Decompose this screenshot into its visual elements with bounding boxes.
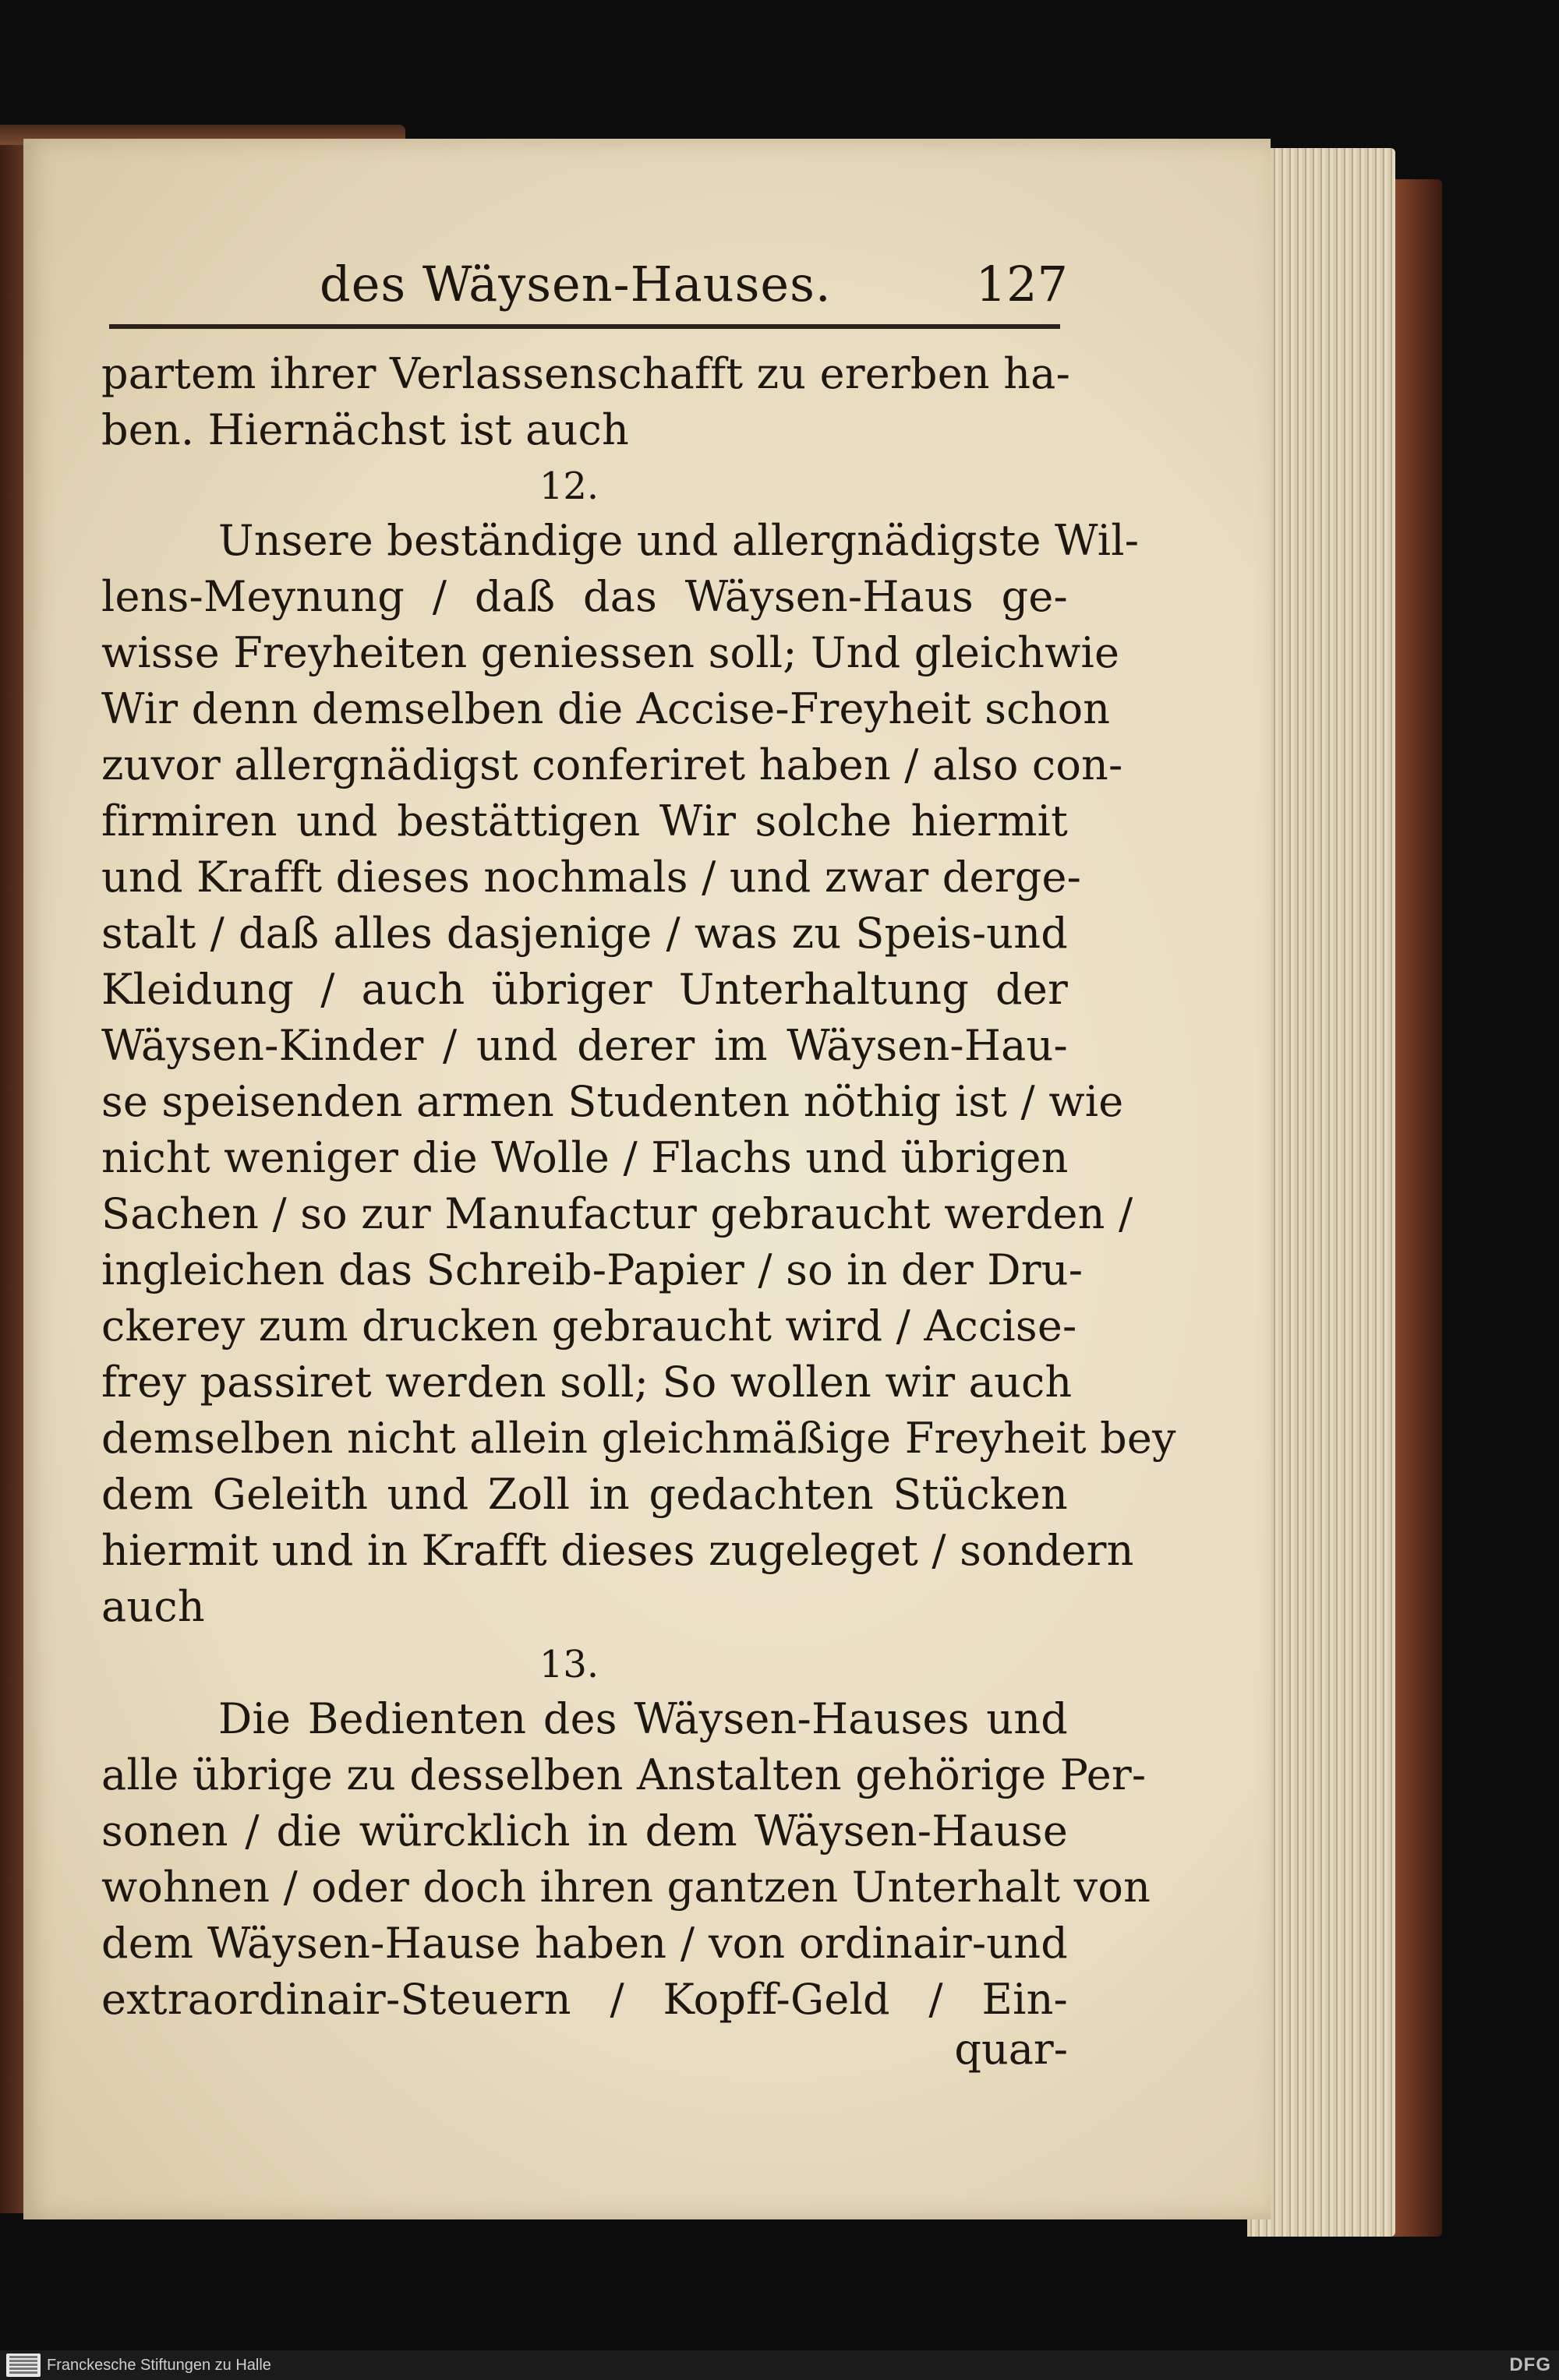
text-line: ingleichen das Schreib-Papier / so in der Dru- bbox=[101, 1245, 1084, 1294]
text-line: alle übrige zu desselben Anstalten gehörige Per- bbox=[101, 1750, 1147, 1799]
text-line: Sachen / so zur Manufactur gebraucht werden / bbox=[101, 1189, 1133, 1238]
text-line: extraordinair-Steuern / Kopff-Geld / Ein- bbox=[101, 1975, 1068, 2024]
text-line: sonen / die würcklich in dem Wäysen-Hause bbox=[101, 1806, 1068, 1856]
text-line: partem ihrer Verlassenschafft zu ererben ha- bbox=[101, 349, 1071, 398]
text-line: ckerey zum drucken gebraucht wird / Accise- bbox=[101, 1301, 1077, 1351]
text-line: wohnen / oder doch ihren gantzen Unterhalt von bbox=[101, 1863, 1151, 1912]
catchword: quar- bbox=[954, 2025, 1068, 2074]
text-line: dem Wäysen-Hause haben / von ordinair-und bbox=[101, 1919, 1068, 1968]
viewer-footer bbox=[0, 2350, 1559, 2380]
text-line: Wäysen-Kinder / und derer im Wäysen-Hau- bbox=[101, 1021, 1068, 1070]
dfg-logo: DFG bbox=[1509, 2354, 1551, 2375]
page-text bbox=[23, 139, 1271, 2219]
text-line: hiermit und in Krafft dieses zugeleget / sondern bbox=[101, 1526, 1134, 1575]
text-line: auch bbox=[101, 1582, 205, 1631]
text-line: und Krafft dieses nochmals / und zwar derge- bbox=[101, 853, 1082, 902]
text-line: wisse Freyheiten geniessen soll; Und gleichwie bbox=[101, 628, 1120, 677]
text-line: Unsere beständige und allergnädigste Wil- bbox=[218, 516, 1140, 565]
text-line: firmiren und bestättigen Wir solche hiermit bbox=[101, 796, 1068, 846]
header-rule bbox=[109, 324, 1060, 329]
text-line: demselben nicht allein gleichmäßige Freyheit bey bbox=[101, 1414, 1176, 1463]
book-page bbox=[23, 139, 1271, 2219]
text-line: Kleidung / auch übriger Unterhaltung der bbox=[101, 965, 1068, 1014]
text-line: lens-Meynung / daß das Wäysen-Haus ge- bbox=[101, 572, 1068, 621]
section-number-13: 13. bbox=[539, 1643, 599, 1686]
text-line: se speisenden armen Studenten nöthig ist / wie bbox=[101, 1077, 1124, 1126]
text-line: Wir denn demselben die Accise-Freyheit schon bbox=[101, 684, 1111, 733]
footer-institution: Franckesche Stiftungen zu Halle bbox=[47, 2357, 271, 2374]
text-line: dem Geleith und Zoll in gedachten Stücken bbox=[101, 1470, 1068, 1519]
text-line: ben. Hiernächst ist auch bbox=[101, 405, 629, 454]
text-line: stalt / daß alles dasjenige / was zu Speis-und bbox=[101, 909, 1068, 958]
page-number: 127 bbox=[975, 256, 1068, 313]
text-line: nicht weniger die Wolle / Flachs und übrigen bbox=[101, 1133, 1069, 1182]
text-line: Die Bedienten des Wäysen-Hauses und bbox=[218, 1694, 1068, 1743]
text-line: frey passiret werden soll; So wollen wir auch bbox=[101, 1358, 1073, 1407]
institution-logo-icon bbox=[6, 2354, 41, 2377]
text-line: zuvor allergnädigst conferiret haben / also con- bbox=[101, 740, 1123, 789]
section-number-12: 12. bbox=[539, 464, 599, 508]
running-header: des Wäysen-Hauses. bbox=[320, 256, 832, 313]
